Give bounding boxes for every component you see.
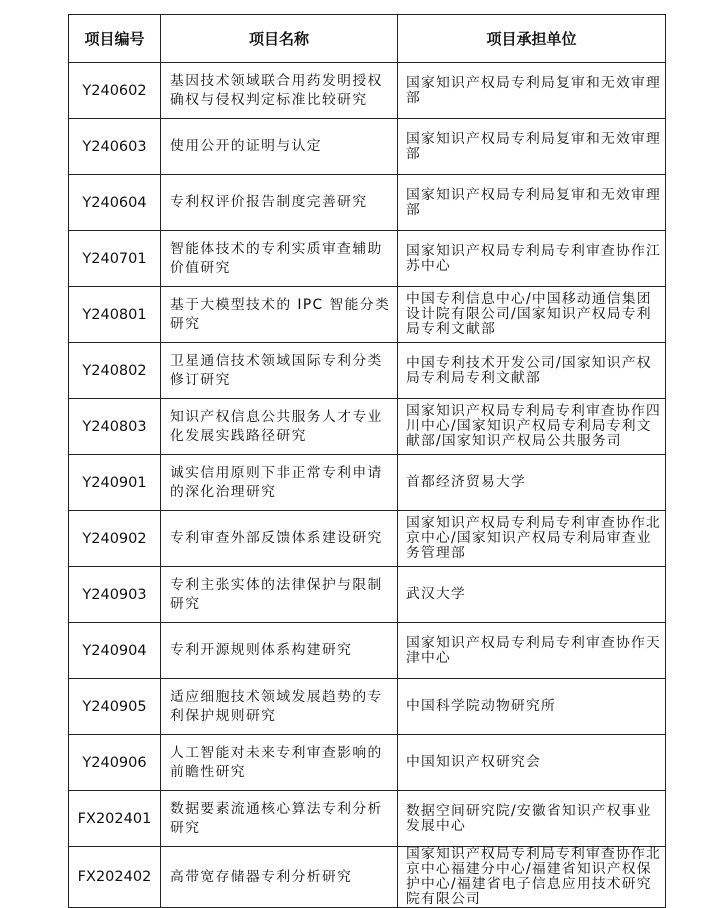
project-unit: 国家知识产权局专利局专利审查协作北京中心福建分中心/福建省知识产权保护中心/福建省电子信息应用技术研究院有限公司	[398, 847, 666, 908]
project-name: 诚实信用原则下非正常专利申请的深化治理研究	[161, 455, 398, 511]
project-unit: 国家知识产权局专利局专利审查协作四川中心/国家知识产权局专利局专利文献部/国家知识产权局公共服务司	[398, 399, 666, 455]
project-name: 专利开源规则体系构建研究	[161, 623, 398, 679]
project-unit: 国家知识产权局专利局复审和无效审理部	[398, 63, 666, 119]
table-header-row	[69, 15, 666, 63]
project-id: Y240802	[69, 343, 161, 399]
project-name: 专利审查外部反馈体系建设研究	[161, 511, 398, 567]
project-name: 智能体技术的专利实质审查辅助价值研究	[161, 231, 398, 287]
project-name: 使用公开的证明与认定	[161, 119, 398, 175]
table-row	[69, 455, 666, 511]
project-unit: 国家知识产权局专利局专利审查协作天津中心	[398, 623, 666, 679]
project-name: 卫星通信技术领域国际专利分类修订研究	[161, 343, 398, 399]
project-name: 知识产权信息公共服务人才专业化发展实践路径研究	[161, 399, 398, 455]
table-row	[69, 735, 666, 791]
project-unit: 中国科学院动物研究所	[398, 679, 666, 735]
project-unit: 国家知识产权局专利局复审和无效审理部	[398, 175, 666, 231]
project-unit: 国家知识产权局专利局专利审查协作江苏中心	[398, 231, 666, 287]
project-id: Y240906	[69, 735, 161, 791]
project-id: Y240602	[69, 63, 161, 119]
project-unit: 中国专利信息中心/中国移动通信集团设计院有限公司/国家知识产权局专利局专利文献部	[398, 287, 666, 343]
table-row	[69, 567, 666, 623]
table-row	[69, 343, 666, 399]
table-row	[69, 679, 666, 735]
table-row	[69, 175, 666, 231]
table-row	[69, 119, 666, 175]
project-name: 基因技术领域联合用药发明授权确权与侵权判定标准比较研究	[161, 63, 398, 119]
project-unit: 国家知识产权局专利局复审和无效审理部	[398, 119, 666, 175]
project-id: Y240701	[69, 231, 161, 287]
project-name: 专利主张实体的法律保护与限制研究	[161, 567, 398, 623]
table-row	[69, 791, 666, 847]
table-row	[69, 847, 666, 908]
project-id: Y240803	[69, 399, 161, 455]
project-id: Y240904	[69, 623, 161, 679]
table-row	[69, 511, 666, 567]
table-row	[69, 63, 666, 119]
header-project-id: 项目编号	[69, 15, 161, 63]
table-row	[69, 399, 666, 455]
project-unit: 中国知识产权研究会	[398, 735, 666, 791]
project-id: Y240901	[69, 455, 161, 511]
project-name: 人工智能对未来专利审查影响的前瞻性研究	[161, 735, 398, 791]
project-unit: 首都经济贸易大学	[398, 455, 666, 511]
table-row	[69, 623, 666, 679]
project-unit: 国家知识产权局专利局专利审查协作北京中心/国家知识产权局专利局审查业务管理部	[398, 511, 666, 567]
project-unit: 武汉大学	[398, 567, 666, 623]
project-name: 基于大模型技术的 IPC 智能分类研究	[161, 287, 398, 343]
project-id: Y240604	[69, 175, 161, 231]
project-name: 高带宽存储器专利分析研究	[161, 847, 398, 908]
project-id: Y240801	[69, 287, 161, 343]
project-id: FX202402	[69, 847, 161, 908]
project-id: Y240603	[69, 119, 161, 175]
project-name: 专利权评价报告制度完善研究	[161, 175, 398, 231]
project-id: Y240902	[69, 511, 161, 567]
header-project-unit: 项目承担单位	[398, 15, 666, 63]
project-table	[68, 14, 666, 908]
project-name: 适应细胞技术领域发展趋势的专利保护规则研究	[161, 679, 398, 735]
project-id: Y240905	[69, 679, 161, 735]
table-row	[69, 231, 666, 287]
table-row	[69, 287, 666, 343]
project-name: 数据要素流通核心算法专利分析研究	[161, 791, 398, 847]
project-unit: 数据空间研究院/安徽省知识产权事业发展中心	[398, 791, 666, 847]
project-unit: 中国专利技术开发公司/国家知识产权局专利局专利文献部	[398, 343, 666, 399]
header-project-name: 项目名称	[161, 15, 398, 63]
project-id: Y240903	[69, 567, 161, 623]
project-id: FX202401	[69, 791, 161, 847]
